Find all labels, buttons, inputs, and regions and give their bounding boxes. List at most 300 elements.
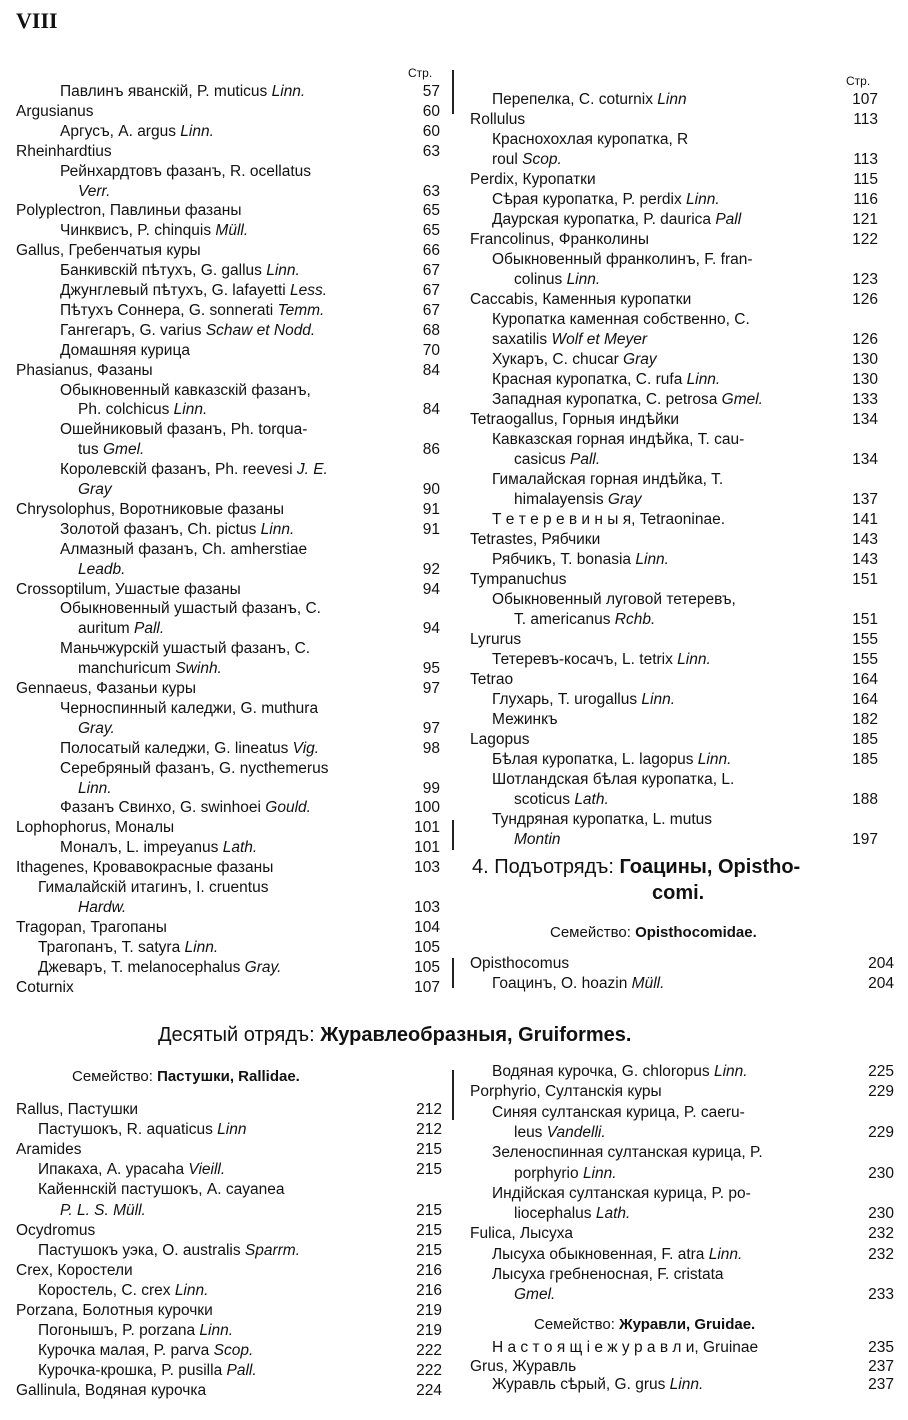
index-entry bbox=[470, 1184, 894, 1204]
entry-name: saxatilis bbox=[492, 331, 552, 348]
entry-text bbox=[470, 1062, 748, 1082]
index-entry bbox=[16, 480, 440, 500]
entry-author: Linn. bbox=[686, 371, 721, 388]
entry-name: Лысуха обыкновенная, F. atra bbox=[492, 1245, 709, 1263]
entry-name: Тетеревъ-косачъ, L. tetrix bbox=[492, 651, 678, 668]
index-entry bbox=[16, 1180, 442, 1200]
entry-page: 155 bbox=[852, 651, 878, 668]
entry-text bbox=[16, 560, 125, 580]
entry-text bbox=[470, 350, 657, 370]
entry-text bbox=[16, 361, 153, 381]
entry-page: 215 bbox=[416, 1161, 442, 1179]
entry-page: 229 bbox=[868, 1123, 894, 1141]
entry-text bbox=[470, 790, 609, 810]
entry-text bbox=[16, 838, 257, 858]
entry-author: Linn. bbox=[184, 938, 219, 956]
entry-text bbox=[470, 210, 741, 230]
entry-author: Müll. bbox=[631, 975, 665, 992]
entry-author: Linn bbox=[217, 1121, 247, 1139]
entry-name: scoticus bbox=[514, 791, 575, 808]
entry-name: Королевскiй фазанъ, Ph. reevesi bbox=[60, 461, 297, 479]
suborder-title-continued: comi. bbox=[652, 882, 705, 904]
entry-page: 94 bbox=[422, 580, 440, 598]
index-entry bbox=[16, 281, 440, 301]
entry-text bbox=[16, 182, 110, 202]
index-entry bbox=[16, 978, 440, 998]
entry-page: 113 bbox=[853, 111, 878, 128]
index-entry bbox=[16, 520, 440, 540]
entry-page: 92 bbox=[422, 560, 440, 578]
entry-name: T. americanus bbox=[514, 611, 615, 628]
index-entry bbox=[470, 1143, 894, 1163]
entry-name: Индiйская султанская курица, P. po- bbox=[492, 1184, 751, 1202]
entry-page: 84 bbox=[422, 401, 440, 419]
index-entry bbox=[16, 162, 440, 182]
entry-name: Павлинъ явaнскiй, P. muticus bbox=[60, 83, 272, 100]
entry-name: Ocydromus bbox=[16, 1221, 96, 1239]
entry-name: manchuricum bbox=[78, 660, 176, 678]
index-entry bbox=[16, 838, 440, 858]
entry-text bbox=[470, 1285, 555, 1305]
entry-text bbox=[16, 281, 327, 301]
column-divider bbox=[452, 70, 454, 114]
index-entry bbox=[470, 610, 878, 630]
entry-text bbox=[16, 321, 315, 341]
entry-text bbox=[470, 1082, 662, 1102]
entry-page: 86 bbox=[422, 441, 440, 459]
entry-name: Курочка малая, P. parva bbox=[38, 1342, 214, 1360]
entry-name: Aramides bbox=[16, 1141, 82, 1159]
entry-text bbox=[16, 1201, 146, 1221]
entry-name: Rallus, Пастушки bbox=[16, 1101, 139, 1118]
entry-text bbox=[16, 1221, 95, 1241]
index-entry bbox=[16, 759, 440, 779]
entry-page: 103 bbox=[414, 898, 440, 916]
entry-text bbox=[470, 530, 600, 550]
entry-author: Pall. bbox=[226, 1362, 257, 1380]
entry-name: Серебряный фазанъ, G. nycthemerus bbox=[60, 759, 329, 777]
entry-name: Tragopan, Трагопаны bbox=[16, 918, 167, 936]
entry-page: 164 bbox=[852, 671, 878, 688]
index-entry bbox=[470, 530, 878, 550]
entry-name: Rheinhardtius bbox=[16, 142, 112, 160]
entry-author: Pall bbox=[715, 211, 742, 228]
entry-text bbox=[16, 898, 126, 918]
entry-name: Алмазный фазанъ, Ch. amherstiae bbox=[60, 540, 308, 558]
entry-page: 121 bbox=[852, 211, 878, 228]
entry-page: 216 bbox=[416, 1281, 442, 1299]
entry-author: Linn. bbox=[174, 1281, 209, 1299]
index-entry bbox=[16, 1361, 442, 1381]
entry-text bbox=[16, 958, 281, 978]
entry-name: Perdix, Куропатки bbox=[470, 171, 596, 188]
entry-name: Гангегаръ, G. varius bbox=[60, 321, 206, 339]
entry-name: roul bbox=[492, 151, 523, 168]
index-entry bbox=[16, 301, 440, 321]
entry-text bbox=[16, 162, 311, 182]
entry-name: Черноспинный каледжи, G. muthura bbox=[60, 699, 319, 717]
entry-page: 63 bbox=[422, 182, 440, 200]
entry-author: Linn. bbox=[271, 83, 306, 100]
entry-text bbox=[16, 142, 112, 162]
entry-name: Куропатка каменная собственно, C. bbox=[492, 311, 750, 328]
entry-text bbox=[470, 190, 720, 210]
entry-text bbox=[470, 730, 529, 750]
index-entry bbox=[16, 241, 440, 261]
entry-text bbox=[16, 938, 218, 958]
entry-name: Бѣлая куропатка, L. lagopus bbox=[492, 751, 698, 768]
entry-text bbox=[16, 978, 74, 998]
entry-page: 130 bbox=[852, 351, 878, 368]
entry-page: 215 bbox=[416, 1241, 442, 1259]
entry-name: Кавказская горная индѣйка, T. cau- bbox=[492, 431, 745, 448]
entry-author: Linn. bbox=[78, 779, 112, 797]
entry-page: 143 bbox=[852, 551, 878, 568]
index-entry bbox=[16, 1301, 442, 1321]
entry-text bbox=[16, 779, 112, 799]
entry-name: Обыкновенный кавказскiй фазанъ, bbox=[60, 381, 311, 399]
entry-text bbox=[470, 110, 525, 130]
entry-text bbox=[16, 759, 328, 779]
entry-name: Домашняя курица bbox=[60, 341, 190, 359]
index-entry bbox=[16, 1281, 442, 1301]
entry-name: Банкивскiй пѣтухъ, G. gallus bbox=[60, 262, 267, 280]
entry-name: Моналъ, L. impeyanus bbox=[60, 839, 223, 857]
entry-name: Глухарь, T. urogallus bbox=[492, 691, 642, 708]
entry-name: Аргусъ, A. argus bbox=[60, 122, 181, 140]
entry-author: Linn. bbox=[641, 691, 676, 708]
index-entry bbox=[16, 739, 440, 759]
entry-text bbox=[16, 480, 112, 500]
index-entry bbox=[470, 190, 878, 210]
entry-page: 204 bbox=[868, 975, 894, 992]
entry-page: 107 bbox=[852, 91, 878, 108]
index-entry bbox=[470, 1204, 894, 1224]
entry-text bbox=[16, 1100, 138, 1120]
entry-text bbox=[470, 1103, 745, 1123]
entry-text bbox=[16, 798, 311, 818]
entry-page: 237 bbox=[868, 1376, 894, 1394]
entry-author: Linn. bbox=[635, 551, 669, 568]
entry-text bbox=[16, 440, 144, 460]
entry-name: Пастушокъ, R. aquaticus bbox=[38, 1121, 218, 1139]
entry-page: 113 bbox=[853, 151, 878, 168]
entry-text bbox=[470, 170, 596, 190]
entry-author: Lath. bbox=[574, 791, 609, 808]
index-entry bbox=[16, 420, 440, 440]
entry-author: Vig. bbox=[292, 739, 320, 757]
index-entry bbox=[16, 679, 440, 699]
entry-page: 94 bbox=[422, 620, 440, 638]
entry-text bbox=[470, 230, 649, 250]
index-entry bbox=[470, 270, 878, 290]
entry-author: Linn. bbox=[697, 751, 732, 768]
index-entry bbox=[470, 390, 878, 410]
entry-page: 90 bbox=[422, 481, 440, 498]
entry-name: Гоацинъ, O. hoazin bbox=[492, 975, 632, 992]
entry-name: Polyplectron, Павлиньи фазаны bbox=[16, 202, 242, 220]
entry-text bbox=[470, 650, 711, 670]
entry-name: colinus bbox=[514, 271, 567, 288]
entry-text bbox=[470, 1184, 751, 1204]
entry-page: 233 bbox=[868, 1286, 894, 1304]
entry-author: Scop. bbox=[522, 151, 562, 168]
entry-author: Linn. bbox=[180, 122, 214, 140]
entry-page: 137 bbox=[852, 491, 878, 508]
entry-text bbox=[470, 830, 561, 850]
index-entry bbox=[470, 210, 878, 230]
entry-page: 215 bbox=[416, 1221, 442, 1239]
index-entry bbox=[470, 1224, 894, 1244]
entry-author: Less. bbox=[290, 282, 328, 299]
entry-page: 68 bbox=[422, 321, 440, 339]
index-entry bbox=[16, 1221, 442, 1241]
entry-name: Зеленоспинная султанская курица, P. bbox=[492, 1144, 763, 1162]
entry-name: Краснохохлая куропатка, R bbox=[492, 131, 689, 148]
entry-name: Coturnix bbox=[16, 978, 74, 996]
index-entry bbox=[16, 122, 440, 142]
index-entry bbox=[470, 1103, 894, 1123]
entry-text bbox=[470, 750, 731, 770]
entry-name: Хукаръ, C. chucar bbox=[492, 351, 624, 368]
entry-page: 182 bbox=[852, 711, 878, 728]
index-entry bbox=[16, 918, 440, 938]
entry-name: Crex, Коростели bbox=[16, 1261, 133, 1279]
entry-text bbox=[470, 1224, 573, 1244]
index-entry bbox=[16, 1140, 442, 1160]
entry-name: Водяная курочка, G. chloropus bbox=[492, 1063, 714, 1080]
index-entry bbox=[16, 400, 440, 420]
entry-name: Ph. colchicus bbox=[78, 401, 174, 419]
index-entry bbox=[470, 1082, 894, 1102]
entry-author: Leadb. bbox=[78, 560, 126, 578]
entry-text bbox=[16, 1341, 253, 1361]
index-entry bbox=[16, 82, 440, 102]
entry-author: Gray. bbox=[78, 719, 115, 737]
index-entry bbox=[16, 1201, 442, 1221]
entry-text bbox=[470, 250, 753, 270]
entry-author: Rchb. bbox=[614, 611, 656, 628]
index-entry bbox=[470, 1265, 894, 1285]
entry-text bbox=[470, 670, 513, 690]
index-entry bbox=[470, 630, 878, 650]
entry-page: 204 bbox=[868, 955, 894, 972]
index-entry bbox=[470, 510, 878, 530]
index-entry bbox=[16, 460, 440, 480]
entry-text bbox=[470, 290, 691, 310]
entry-text bbox=[16, 241, 201, 261]
index-entry bbox=[470, 290, 878, 310]
column-divider bbox=[452, 958, 454, 988]
entry-page: 216 bbox=[416, 1261, 442, 1279]
entry-text bbox=[470, 150, 562, 170]
entry-text bbox=[16, 1281, 208, 1301]
entry-text bbox=[470, 490, 642, 510]
index-entry bbox=[470, 974, 894, 994]
entry-text bbox=[470, 430, 744, 450]
entry-name: Rollulus bbox=[470, 111, 526, 128]
entry-author: Gray bbox=[623, 351, 657, 368]
entry-text bbox=[16, 1140, 81, 1160]
entry-author: Pall. bbox=[134, 620, 165, 638]
entry-name: porphyrio bbox=[514, 1164, 583, 1182]
index-entry bbox=[470, 690, 878, 710]
entry-author: Linn. bbox=[260, 520, 295, 538]
entry-author: Linn bbox=[657, 91, 687, 108]
entry-author: Gray bbox=[607, 491, 642, 508]
entry-name: Gallus, Гребенчатыя куры bbox=[16, 242, 201, 260]
entry-page: 66 bbox=[422, 242, 440, 260]
entry-text bbox=[470, 370, 720, 390]
index-entry bbox=[470, 650, 878, 670]
entry-text bbox=[16, 1241, 300, 1261]
entry-author: Schaw et Nodd. bbox=[205, 321, 316, 339]
index-entry bbox=[16, 599, 440, 619]
entry-text bbox=[470, 410, 679, 430]
entry-name: Западная куропатка, C. petrosa bbox=[492, 391, 722, 408]
entry-author: Linn. bbox=[266, 262, 300, 280]
index-entry bbox=[16, 619, 440, 639]
entry-name: Фазанъ Свинхо, G. swinhoei bbox=[60, 799, 266, 817]
index-entry bbox=[470, 470, 878, 490]
entry-name: Crossoptilum, Ушастые фазаны bbox=[16, 580, 241, 598]
entry-name: Рейнхардтовъ фазанъ, R. ocellatus bbox=[60, 162, 312, 180]
index-entry bbox=[470, 1245, 894, 1265]
index-entry bbox=[470, 230, 878, 250]
entry-page: 143 bbox=[852, 531, 878, 548]
index-entry bbox=[470, 350, 878, 370]
entry-page: 97 bbox=[422, 719, 440, 737]
entry-text bbox=[470, 1143, 763, 1163]
entry-text bbox=[16, 699, 318, 719]
entry-author: Wolf et Meyer bbox=[551, 331, 648, 348]
index-entry bbox=[16, 1160, 442, 1180]
entry-text bbox=[16, 420, 307, 440]
column-divider bbox=[452, 1070, 454, 1120]
entry-page: 141 bbox=[852, 511, 878, 528]
entry-text bbox=[16, 1321, 233, 1341]
index-entry bbox=[470, 1285, 894, 1305]
entry-page: 232 bbox=[868, 1245, 894, 1263]
entry-page: 101 bbox=[414, 839, 440, 857]
entry-page: 65 bbox=[422, 222, 440, 240]
page-column-label: Стр. bbox=[408, 66, 433, 80]
entry-name: Lophophorus, Моналы bbox=[16, 819, 175, 837]
index-entry bbox=[16, 898, 440, 918]
entry-name: Lyrurus bbox=[470, 631, 522, 648]
entry-page: 229 bbox=[868, 1083, 894, 1101]
entry-author: Montin bbox=[514, 831, 561, 848]
entry-name: Красная куропатка, C. rufa bbox=[492, 371, 687, 388]
index-entry bbox=[16, 261, 440, 281]
index-entry bbox=[470, 490, 878, 510]
index-entry bbox=[470, 730, 878, 750]
entry-name: Джеваръ, T. melanocephalus bbox=[38, 958, 245, 976]
entry-name: Tetrao bbox=[470, 671, 514, 688]
entry-name: Лысуха гребненосная, F. cristata bbox=[492, 1266, 724, 1283]
entry-text bbox=[16, 1160, 225, 1180]
entry-name: Grus, Журавль bbox=[470, 1357, 577, 1375]
entry-name: Т е т е р е в и н ы я, Tetraoninae. bbox=[492, 511, 726, 528]
entry-text bbox=[16, 659, 222, 679]
entry-page: 101 bbox=[414, 819, 440, 837]
entry-page: 126 bbox=[852, 331, 878, 348]
entry-text bbox=[16, 1301, 213, 1321]
entry-name: Пастушокъ уэка, O. australis bbox=[38, 1241, 245, 1259]
index-entry bbox=[16, 1100, 442, 1120]
entry-author: Swinh. bbox=[175, 660, 222, 678]
entry-text bbox=[470, 570, 567, 590]
entry-text bbox=[16, 122, 214, 142]
entry-text bbox=[470, 590, 736, 610]
entry-page: 130 bbox=[852, 371, 878, 388]
index-entry bbox=[470, 710, 878, 730]
entry-text bbox=[470, 954, 569, 974]
entry-name: Gallinula, Водяная курочка bbox=[16, 1382, 207, 1400]
entry-author: Gray. bbox=[244, 958, 282, 976]
entry-text bbox=[470, 974, 664, 994]
entry-text bbox=[16, 500, 284, 520]
entry-text bbox=[16, 520, 294, 540]
entry-page: 151 bbox=[852, 611, 878, 628]
entry-name: Тундряная куропатка, L. mutus bbox=[492, 811, 713, 828]
entry-author: Gmel. bbox=[102, 441, 145, 459]
entry-text bbox=[16, 1261, 133, 1281]
entry-text bbox=[16, 102, 94, 122]
index-entry bbox=[470, 750, 878, 770]
index-entry bbox=[16, 540, 440, 560]
entry-text bbox=[16, 599, 321, 619]
entry-text bbox=[470, 1245, 742, 1265]
entry-author: P. L. S. Müll. bbox=[60, 1201, 146, 1219]
index-entry bbox=[470, 310, 878, 330]
entry-page: 185 bbox=[852, 731, 878, 748]
suborder-title: 4. Подъотрядъ: Гоацины, Opistho- bbox=[472, 856, 801, 878]
entry-page: 67 bbox=[422, 262, 440, 280]
entry-page: 91 bbox=[422, 520, 440, 538]
index-entry bbox=[16, 858, 440, 878]
entry-page: 212 bbox=[416, 1101, 442, 1118]
entry-author: Linn. bbox=[582, 1164, 617, 1182]
entry-author: Sparrm. bbox=[244, 1241, 301, 1259]
index-entry bbox=[470, 1062, 894, 1082]
entry-author: Linn. bbox=[686, 191, 720, 208]
entry-text bbox=[16, 400, 207, 420]
index-entry bbox=[16, 1341, 442, 1361]
index-entry bbox=[16, 381, 440, 401]
entry-name: tus bbox=[78, 441, 103, 459]
entry-name: Н а с т о я щ i е ж у р а в л и, Gruinae bbox=[492, 1339, 759, 1356]
entry-page: 84 bbox=[422, 361, 440, 379]
index-entry bbox=[16, 560, 440, 580]
index-entry bbox=[16, 639, 440, 659]
entry-author: Linn. bbox=[713, 1063, 748, 1080]
entry-author: Linn. bbox=[669, 1376, 704, 1394]
entry-name: Маньчжурскiй ушастый фазанъ, C. bbox=[60, 640, 311, 658]
entry-text bbox=[16, 1361, 257, 1381]
index-entry bbox=[470, 770, 878, 790]
index-entry bbox=[16, 1261, 442, 1281]
entry-page: 126 bbox=[852, 291, 878, 308]
entry-text bbox=[470, 1338, 758, 1358]
entry-page: 122 bbox=[852, 231, 878, 248]
entry-page: 222 bbox=[416, 1342, 442, 1360]
entry-name: Межинкъ bbox=[492, 711, 558, 728]
entry-page: 134 bbox=[852, 451, 878, 468]
entry-page: 188 bbox=[852, 791, 878, 808]
index-entry bbox=[16, 440, 440, 460]
entry-page: 215 bbox=[416, 1141, 442, 1159]
